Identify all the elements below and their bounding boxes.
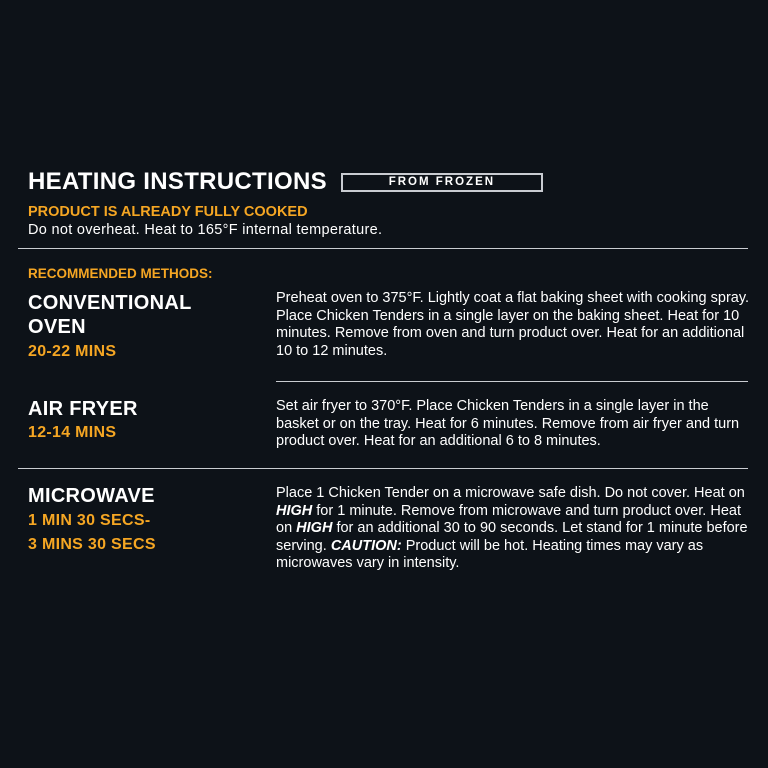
- instruction-text: for an additional 30 to 90 seconds. Let stand for 1 minute before serving.: [276, 520, 748, 554]
- method-name: AIR FRYER: [28, 398, 138, 420]
- air-fryer-instructions: Set air fryer to 370°F. Place Chicken Tenders in a single layer in the basket or on the tray. Heat for 6 minutes. Remove from air fryer and turn product over. Heat for an additional 6 to 8 minutes.: [276, 398, 740, 449]
- method-microwave: [28, 484, 258, 556]
- title-row: [28, 168, 543, 196]
- method-time: 12-14 MINS: [28, 424, 117, 441]
- method-time: 3 MINS 30 SECS: [28, 536, 156, 553]
- emphasis-text: HIGH: [276, 502, 313, 519]
- instruction-text: for 1 minute. Remove from microwave and turn product over. Heat on: [276, 502, 741, 536]
- method-name: MICROWAVE: [28, 485, 155, 507]
- method-time: 1 MIN 30 SECS-: [28, 512, 151, 529]
- divider: [18, 248, 748, 249]
- instruction-text: Place 1 Chicken Tender on a microwave safe dish. Do not cover. Heat on: [276, 485, 745, 501]
- temperature-note: Do not overheat. Heat to 165°F internal temperature.: [28, 222, 383, 238]
- page-title: HEATING INSTRUCTIONS: [28, 168, 327, 195]
- method-air-fryer: [28, 397, 258, 444]
- instruction-text: Product will be hot. Heating times may vary as microwaves vary in intensity.: [276, 537, 704, 571]
- emphasis-text: HIGH: [296, 520, 333, 536]
- from-frozen-badge: FROM FROZEN: [341, 173, 543, 192]
- microwave-instructions: [276, 485, 754, 573]
- divider: [276, 381, 748, 382]
- fully-cooked-notice: PRODUCT IS ALREADY FULLY COOKED: [28, 204, 308, 220]
- caution-label: CAUTION:: [330, 537, 402, 554]
- oven-instructions: Preheat oven to 375°F. Lightly coat a flat baking sheet with cooking spray. Place Chicken Tenders in a single layer on the baking sheet. Heat for 10 minutes. Remove from oven and turn product over. Heat for an additional 10 to 12 minutes.: [276, 290, 750, 359]
- method-name: CONVENTIONAL: [28, 292, 192, 314]
- divider: [18, 468, 748, 469]
- method-conventional-oven: [28, 291, 258, 363]
- method-name: OVEN: [28, 316, 86, 338]
- recommended-methods-label: RECOMMENDED METHODS:: [28, 266, 213, 281]
- method-time: 20-22 MINS: [28, 343, 117, 360]
